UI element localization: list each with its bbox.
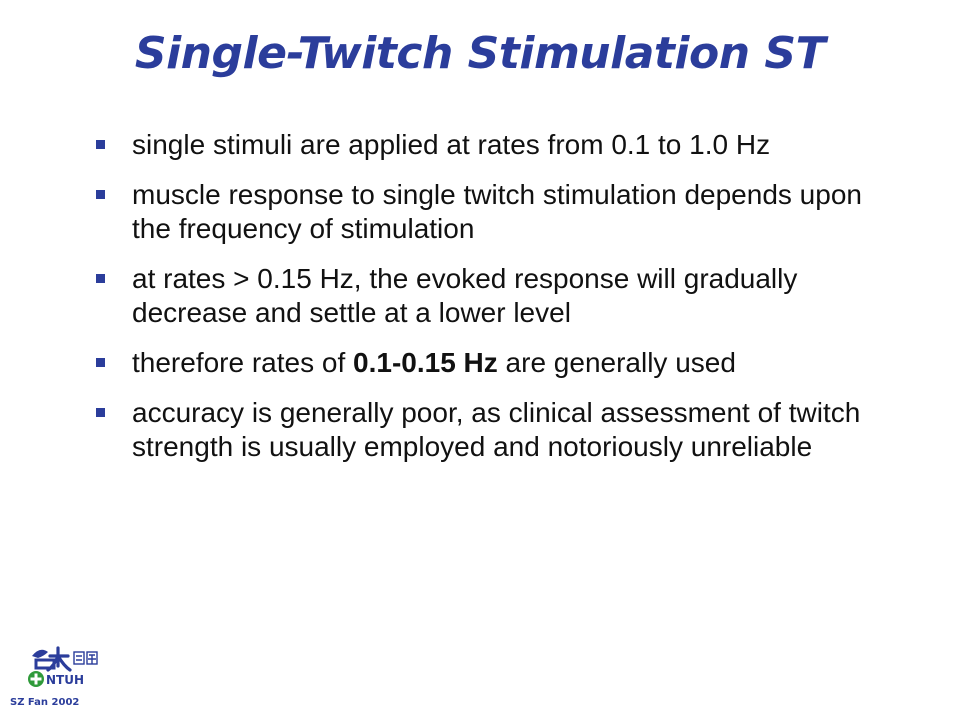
logo-text: NTUH bbox=[46, 673, 85, 687]
bullet-segment: single stimuli are applied at rates from 0.1 to 1.0 Hz bbox=[132, 129, 771, 160]
bullet-segment: are generally used bbox=[497, 347, 736, 378]
bullet-text bbox=[132, 263, 797, 328]
bullet-emphasis: 0.1-0.15 Hz bbox=[353, 347, 498, 378]
square-bullet-icon bbox=[96, 274, 105, 283]
bullet-item bbox=[96, 262, 896, 330]
credit-text: SZ Fan 2002 bbox=[10, 697, 80, 708]
bullet-segment: therefore rates of bbox=[132, 347, 354, 378]
bullet-item bbox=[96, 346, 896, 380]
bullet-segment: accuracy is generally poor, as clinical assessment of twitch strength is usually employed and notoriously unreliable bbox=[132, 397, 861, 462]
bullet-segment: at rates > 0.15 Hz, the evoked response will gradually decrease and settle at a lower level bbox=[132, 263, 798, 328]
bullet-item bbox=[96, 178, 896, 246]
square-bullet-icon bbox=[96, 358, 105, 367]
bullet-text bbox=[132, 347, 736, 378]
bullet-item bbox=[96, 128, 896, 162]
bullet-text bbox=[132, 179, 862, 244]
square-bullet-icon bbox=[96, 190, 105, 199]
bullet-list bbox=[96, 128, 896, 480]
bullet-segment: muscle response to single twitch stimulation depends upon the frequency of stimulation bbox=[132, 179, 862, 244]
bullet-text bbox=[132, 397, 860, 462]
bullet-item bbox=[96, 396, 896, 464]
ntuh-logo bbox=[26, 642, 106, 688]
square-bullet-icon bbox=[96, 140, 105, 149]
square-bullet-icon bbox=[96, 408, 105, 417]
bullet-text bbox=[132, 129, 770, 160]
slide-title: Single-Twitch Stimulation ST bbox=[134, 28, 826, 79]
